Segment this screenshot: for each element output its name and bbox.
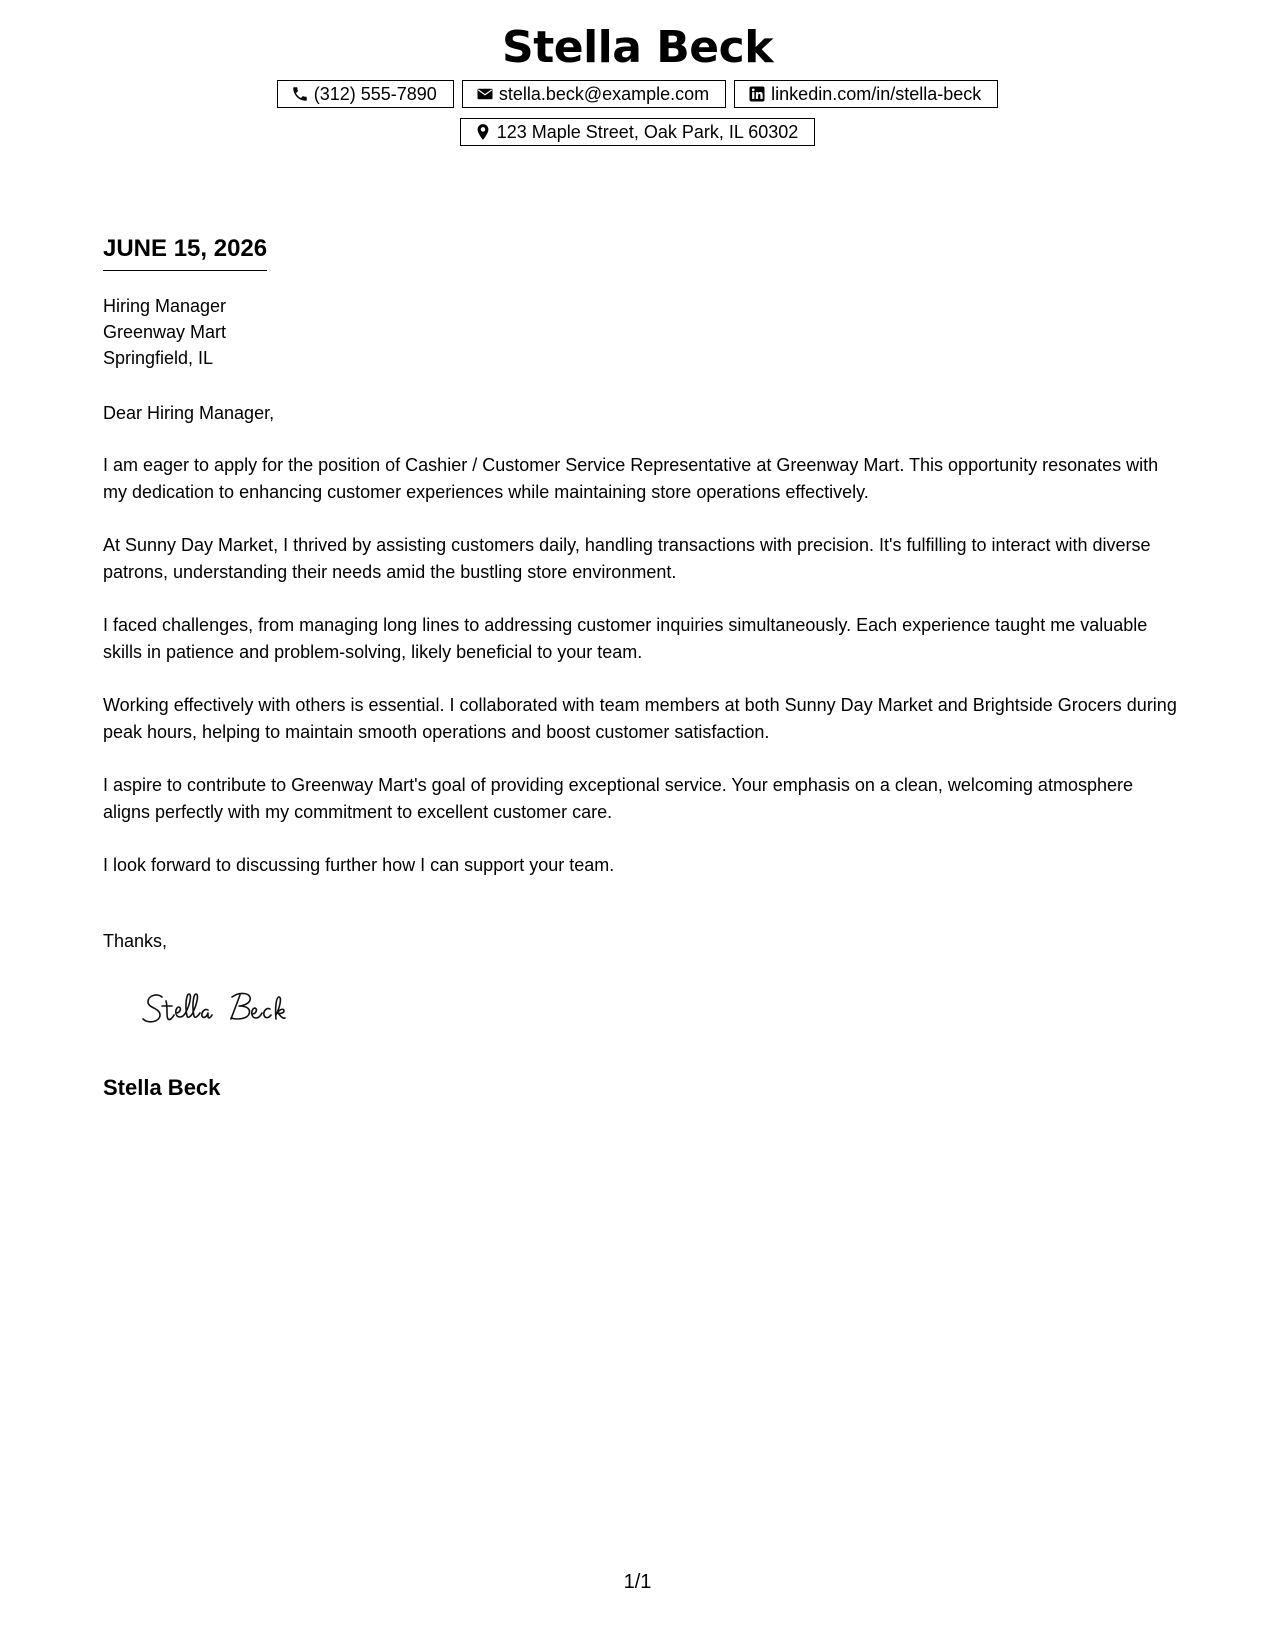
- contact-linkedin[interactable]: [734, 80, 998, 108]
- signer-name: Stella Beck: [103, 1075, 221, 1100]
- contact-row-primary: [0, 80, 1275, 108]
- body-paragraph: I aspire to contribute to Greenway Mart's goal of providing exceptional service. Your emphasis on a clean, welcoming atmosphere aligns perfectly with my commitment to excellent customer care.: [103, 775, 1133, 822]
- applicant-name: Stella Beck: [502, 22, 773, 73]
- contact-row-secondary: [0, 118, 1275, 146]
- recipient-block: [103, 293, 226, 371]
- phone-icon: [291, 85, 309, 103]
- letter-body: [103, 400, 1183, 905]
- closing: Thanks,: [103, 931, 168, 951]
- body-paragraph: At Sunny Day Market, I thrived by assisting customers daily, handling transactions with precision. It's fulfilling to interact with diverse patrons, understanding their needs amid the bustling store environment.: [103, 535, 1151, 582]
- contact-phone[interactable]: [277, 80, 454, 108]
- body-paragraph: I am eager to apply for the position of Cashier / Customer Service Representative at Greenway Mart. This opportunity resonates with my dedication to enhancing customer experiences while maintaining store operations effectively.: [103, 455, 1159, 502]
- recipient-location: Springfield, IL: [103, 348, 214, 368]
- envelope-icon: [476, 85, 494, 103]
- linkedin-icon: [748, 85, 766, 103]
- contact-address[interactable]: [460, 118, 816, 146]
- body-paragraph: Working effectively with others is essential. I collaborated with team members at both Sunny Day Market and Brightside Grocers during peak hours, helping to maintain smooth operations and boost customer satisfaction.: [103, 695, 1177, 742]
- phone-text: (312) 555-7890: [313, 83, 437, 104]
- body-paragraph: I faced challenges, from managing long lines to addressing customer inquiries simultaneously. Each experience taught me valuable skills in patience and problem-solving, likely beneficial to your team.: [103, 615, 1148, 662]
- salutation: Dear Hiring Manager,: [103, 403, 275, 423]
- address-text: 123 Maple Street, Oak Park, IL 60302: [496, 121, 799, 142]
- body-paragraph: I look forward to discussing further how I can support your team.: [103, 855, 615, 875]
- page-indicator: 1/1: [623, 1571, 652, 1593]
- letter-date: JUNE 15, 2026: [103, 234, 267, 271]
- recipient-company: Greenway Mart: [103, 322, 227, 342]
- email-text: stella.beck@example.com: [498, 83, 710, 104]
- contact-email[interactable]: [462, 80, 726, 108]
- handwritten-signature: [140, 985, 325, 1035]
- recipient-title: Hiring Manager: [103, 296, 227, 316]
- map-pin-icon: [474, 123, 492, 141]
- linkedin-text: linkedin.com/in/stella-beck: [771, 83, 982, 104]
